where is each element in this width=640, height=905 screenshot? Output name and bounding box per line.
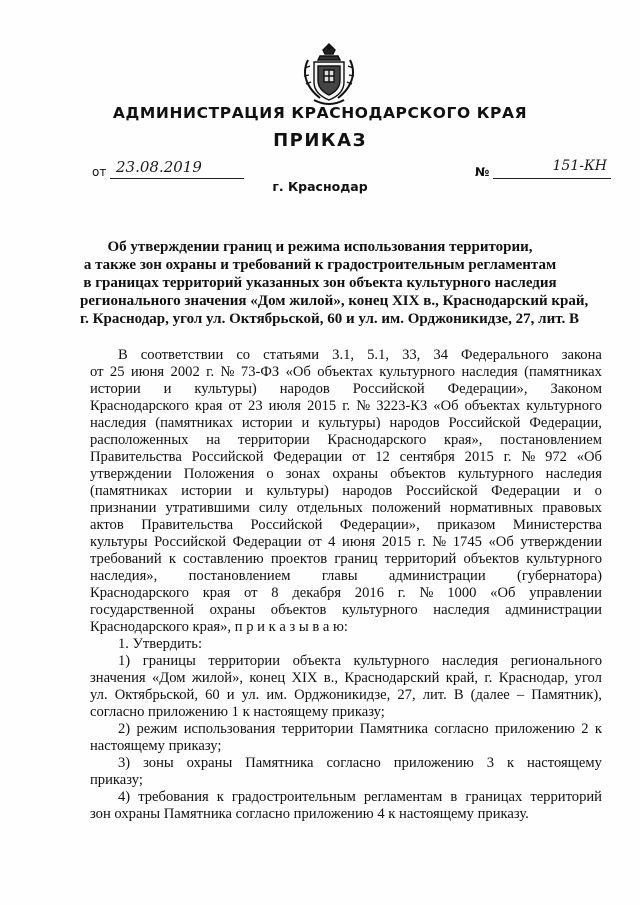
body-line	[90, 432, 602, 449]
word: 73-ФЗ	[240, 364, 280, 380]
word: утратившими	[165, 500, 250, 516]
word: градостроительным	[231, 789, 356, 805]
word: культурного	[341, 602, 418, 618]
word: государственной	[90, 602, 195, 618]
word: «Об	[490, 585, 516, 601]
word: и	[245, 483, 254, 499]
word: Орджоникидзе,	[294, 687, 391, 703]
word: наследия	[545, 466, 602, 482]
word: 1000	[447, 585, 477, 601]
word: от	[308, 534, 322, 550]
word: закона	[561, 347, 602, 363]
word: 33,	[402, 347, 421, 363]
number-label: №	[475, 165, 490, 179]
city: г. Краснодар	[272, 179, 368, 194]
word: зонах	[285, 466, 321, 482]
word: от	[244, 585, 258, 601]
word: администрации	[505, 602, 602, 618]
word: Министерства	[512, 517, 602, 533]
word: проектов	[270, 551, 328, 567]
body-line	[90, 687, 602, 704]
word: «Об	[576, 449, 602, 465]
word: В	[118, 347, 128, 363]
body-line	[90, 381, 602, 398]
word: г.	[484, 670, 493, 686]
word: конец	[249, 670, 286, 686]
word: 4	[328, 534, 336, 550]
word: народов	[279, 381, 330, 397]
word: регламентам	[363, 789, 443, 805]
word: Положения	[183, 466, 255, 482]
word: наследия	[441, 653, 499, 669]
title-line: а также зон охраны и требований к градостроительным регламентам	[83, 257, 557, 273]
word: со	[236, 347, 251, 363]
body-line	[90, 721, 602, 738]
body-line	[90, 670, 602, 687]
word: и	[301, 415, 310, 431]
word: территории	[208, 653, 281, 669]
word: расположенных	[90, 432, 189, 448]
word: культуры)	[318, 415, 381, 431]
word: июля	[268, 398, 301, 414]
word: 3)	[118, 755, 131, 771]
word: №	[419, 585, 434, 601]
word: к	[594, 721, 602, 737]
word: о	[594, 483, 602, 499]
word: г.	[417, 534, 426, 550]
organization-name: АДМИНИСТРАЦИЯ КРАСНОДАРСКОГО КРАЯ	[112, 104, 528, 122]
word: культуры	[90, 534, 148, 550]
body-line: согласно приложению 1 к настоящему приказу;	[90, 704, 385, 720]
word: охраны	[186, 755, 233, 771]
word: территорий	[530, 789, 602, 805]
word: нормативных	[449, 500, 534, 516]
word: декабря	[292, 585, 342, 601]
word: использования	[183, 721, 276, 737]
body-line	[90, 364, 602, 381]
word: наследия	[90, 415, 147, 431]
word: приложению	[494, 721, 575, 737]
word: соответствии	[140, 347, 224, 363]
body-line	[90, 568, 602, 585]
word: народов	[389, 415, 440, 431]
word: В	[453, 687, 464, 703]
word: актов	[90, 517, 124, 533]
word: г.	[397, 585, 406, 601]
word: зоны	[143, 755, 174, 771]
word: объектов	[463, 551, 520, 567]
body-line	[90, 398, 602, 415]
word: постановлением	[500, 432, 602, 448]
body-line	[90, 347, 602, 364]
word: Федерации	[491, 483, 560, 499]
word: 4)	[118, 789, 131, 805]
title-line: регионального значения «Дом жилой», конец XIX в., Краснодарский край,	[80, 293, 589, 309]
word: положений	[371, 500, 441, 516]
word: г.	[503, 449, 512, 465]
document-type: ПРИКАЗ	[273, 130, 367, 151]
word: (памятниках	[155, 415, 233, 431]
word: наследия	[461, 364, 518, 380]
word: культурного	[526, 551, 602, 567]
word: Краснодарского	[90, 585, 189, 601]
word: согласно	[434, 721, 489, 737]
word: народов	[342, 483, 393, 499]
word: ул.	[241, 687, 260, 703]
word: от	[228, 398, 243, 414]
body-line	[90, 415, 602, 432]
word: 27,	[397, 687, 416, 703]
word: на	[206, 432, 221, 448]
word: июня	[130, 364, 165, 380]
word: администрации	[388, 568, 486, 584]
word: сентября	[399, 449, 455, 465]
body-line	[90, 551, 602, 568]
word: Российской	[191, 449, 264, 465]
word: в.,	[323, 670, 338, 686]
word: настоящему	[527, 755, 602, 771]
word: постановлением	[188, 568, 291, 584]
date-value: 23.08.2019	[110, 158, 244, 179]
word: составлению	[183, 551, 264, 567]
word: Российской	[405, 483, 478, 499]
word: №	[521, 449, 536, 465]
word: Российской	[352, 381, 425, 397]
word: 3.1,	[332, 347, 355, 363]
word: Правительства	[141, 517, 234, 533]
document-body	[90, 347, 602, 823]
word: от	[351, 449, 366, 465]
word: силу	[258, 500, 288, 516]
word: 60	[205, 687, 220, 703]
word: Краснодарского	[327, 432, 427, 448]
word: (далее	[470, 687, 510, 703]
word: 2002	[170, 364, 200, 380]
word: ул.	[90, 687, 108, 703]
word: 2	[581, 721, 589, 737]
word: «Дом	[151, 670, 186, 686]
word: правовых	[542, 500, 602, 516]
word: XIX	[291, 670, 318, 686]
word: 2)	[118, 721, 131, 737]
word: «Об	[488, 534, 514, 550]
word: управлении	[529, 585, 602, 601]
word: к	[216, 789, 224, 805]
word: культурного	[526, 398, 602, 414]
word: июня	[342, 534, 376, 550]
word: наследия	[433, 602, 490, 618]
word: территории	[281, 721, 354, 737]
word: главы	[321, 568, 358, 584]
word: жилой»,	[191, 670, 244, 686]
body-line: 1. Утвердить:	[118, 636, 203, 652]
word: отдельных	[296, 500, 363, 516]
word: 3223-КЗ	[376, 398, 428, 414]
word: Законом	[550, 381, 602, 397]
word: 25	[109, 364, 125, 380]
word: 8	[271, 585, 279, 601]
word: культуры)	[194, 381, 257, 397]
word: Памятника	[245, 755, 314, 771]
body-line	[90, 789, 602, 806]
word: регионального	[510, 653, 602, 669]
word: края	[194, 398, 223, 414]
word: №	[432, 534, 447, 550]
word: Федерации	[273, 449, 343, 465]
word: 2015	[464, 449, 494, 465]
word: о	[266, 466, 274, 482]
word: (памятниках	[524, 364, 602, 380]
word: статьями	[263, 347, 320, 363]
body-line: приказу;	[90, 772, 143, 788]
number-value: 151-КН	[493, 158, 611, 179]
word: наследия»,	[90, 568, 158, 584]
word: 23	[248, 398, 263, 414]
word: культурного	[457, 466, 534, 482]
word: требований	[90, 551, 162, 567]
word: Памятника	[359, 721, 428, 737]
body-line	[90, 449, 602, 466]
word: 972	[545, 449, 567, 465]
word: в	[450, 789, 458, 805]
word: края»,	[443, 432, 483, 448]
word: Краснодарского	[90, 398, 189, 414]
word: согласно	[326, 755, 381, 771]
body-line	[90, 585, 602, 602]
word: Краснодар,	[498, 670, 569, 686]
word: охраны	[209, 602, 256, 618]
word: Российской	[448, 415, 521, 431]
word: к	[168, 551, 176, 567]
word: 3	[486, 755, 495, 771]
document-title	[80, 238, 589, 328]
date-label: от	[92, 165, 107, 179]
word: Российской	[154, 534, 227, 550]
word: 2016	[354, 585, 384, 601]
word: объектах	[464, 398, 521, 414]
word: требования	[138, 789, 209, 805]
word: лит.	[422, 687, 447, 703]
word: №	[356, 398, 371, 414]
word: объекта	[292, 653, 341, 669]
word: истории	[241, 415, 293, 431]
word: 1745	[452, 534, 482, 550]
coat-of-arms-emblem	[300, 42, 358, 108]
title-line: Об утверждении границ и режима использования территории,	[107, 239, 533, 255]
title-line: в границах территорий указанных зон объекта культурного наследия	[83, 275, 557, 291]
word: истории	[181, 483, 232, 499]
word: значения	[90, 670, 146, 686]
word: угол	[574, 670, 602, 686]
word: истории	[90, 381, 141, 397]
word: и	[226, 687, 235, 703]
word: к	[506, 755, 515, 771]
word: Федерального	[461, 347, 549, 363]
word: «Об	[433, 398, 459, 414]
word: Федерации»,	[447, 381, 528, 397]
word: границ	[334, 551, 378, 567]
word: 5.1,	[367, 347, 390, 363]
body-line: зон охраны Памятника согласно приложению 4 к настоящему приказу.	[90, 806, 529, 822]
word: границах	[465, 789, 523, 805]
body-line	[90, 466, 602, 483]
word: объектов	[270, 602, 327, 618]
body-line	[90, 500, 602, 517]
word: утверждении	[90, 466, 172, 482]
word: признании	[90, 500, 157, 516]
word: (памятниках	[90, 483, 168, 499]
word: культуры)	[266, 483, 329, 499]
word: территорий	[384, 551, 457, 567]
word: Правительства	[90, 449, 182, 465]
word: г.	[206, 364, 215, 380]
word: границы	[142, 653, 196, 669]
body-line	[90, 534, 602, 551]
word: приказом	[437, 517, 496, 533]
word: г.	[342, 398, 351, 414]
word: Федерации	[232, 534, 302, 550]
word: им.	[266, 687, 288, 703]
word: и	[163, 381, 172, 397]
word: Краснодарский	[344, 670, 440, 686]
word: –	[516, 687, 525, 703]
word: Федерации»,	[339, 517, 420, 533]
word: и	[573, 483, 582, 499]
word: режим	[136, 721, 178, 737]
word: от	[90, 364, 104, 380]
word: №	[220, 364, 235, 380]
word: Памятник),	[531, 687, 602, 703]
word: (губернатора)	[517, 568, 602, 584]
body-line: настоящему приказу;	[90, 738, 222, 754]
word: объектах	[317, 364, 373, 380]
word: культурного	[353, 653, 430, 669]
word: края	[202, 585, 231, 601]
word: «Об	[285, 364, 311, 380]
word: 34	[433, 347, 448, 363]
word: культурного	[379, 364, 456, 380]
word: территории	[238, 432, 310, 448]
body-line	[90, 755, 602, 772]
word: 2015	[307, 398, 337, 414]
word: край,	[445, 670, 479, 686]
word: утверждении	[520, 534, 602, 550]
word: Октябрьской,	[114, 687, 198, 703]
body-line: Краснодарского края», п р и к а з ы в а ю:	[90, 619, 348, 635]
word: 12	[375, 449, 390, 465]
word: 1)	[118, 653, 131, 669]
word: охраны	[332, 466, 379, 482]
body-line	[90, 602, 602, 619]
body-line	[90, 517, 602, 534]
word: Российской	[250, 517, 323, 533]
word: приложению	[393, 755, 474, 771]
body-line	[90, 483, 602, 500]
body-line	[90, 653, 602, 670]
word: 2015	[381, 534, 412, 550]
title-line: г. Краснодар, угол ул. Октябрьской, 60 и ул. им. Орджоникидзе, 27, лит. В	[80, 311, 579, 327]
word: объектов	[390, 466, 446, 482]
word: Федерации,	[529, 415, 602, 431]
